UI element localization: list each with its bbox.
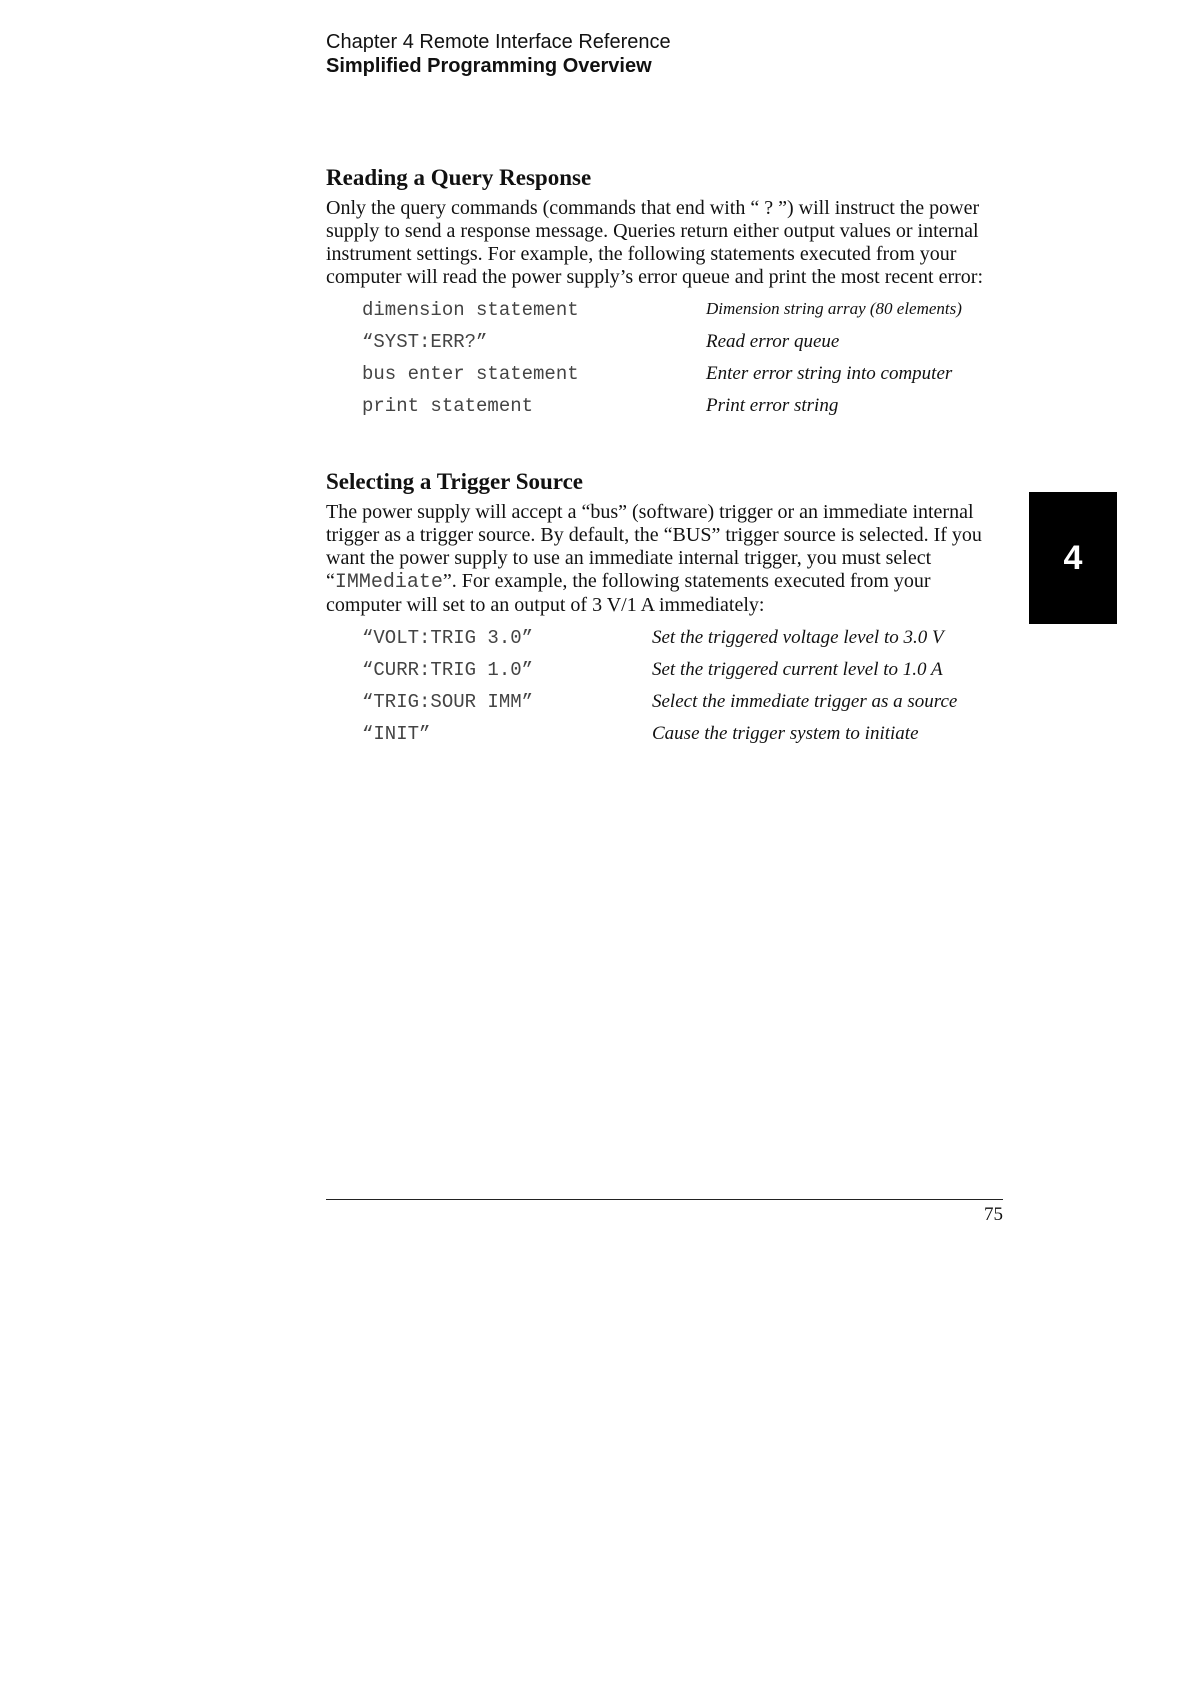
example-code: “SYST:ERR?” — [362, 331, 488, 353]
example-code: “CURR:TRIG 1.0” — [362, 659, 534, 681]
trigger-example-list — [326, 627, 1006, 755]
footer-rule — [326, 1199, 1003, 1200]
example-description: Print error string — [706, 395, 839, 416]
example-code: dimension statement — [362, 299, 579, 321]
example-description: Read error queue — [706, 331, 840, 352]
example-row — [326, 395, 1006, 427]
inline-code: IMMediate — [334, 571, 443, 594]
example-code: “VOLT:TRIG 3.0” — [362, 627, 534, 649]
example-description: Cause the trigger system to initiate — [652, 723, 919, 744]
example-row — [326, 627, 1006, 659]
chapter-tab: 4 — [1029, 492, 1117, 624]
example-description: Set the triggered current level to 1.0 A — [652, 659, 943, 680]
example-row — [326, 691, 1006, 723]
example-code: “INIT” — [362, 723, 431, 745]
example-code: “TRIG:SOUR IMM” — [362, 691, 534, 713]
trigger-source-paragraph: The power supply will accept a “bus” (software) trigger or an immediate internal trigger as a trigger source. By default, the “BUS” trigger source is selected. If you want the power supply to use an immediate internal trigger, you must select “IMMediate”. For example, the following statements executed from your computer will set to an output of 3 V/1 A immediately: — [326, 501, 982, 616]
running-header — [326, 30, 671, 78]
query-response-paragraph: Only the query commands (commands that end with “ ? ”) will instruct the power supply to send a response message. Queries return either output values or internal instrument settings. For example, the following statements executed from your computer will read the power supply’s error queue and print the most recent error: — [326, 197, 984, 288]
query-response-heading: Reading a Query Response — [326, 165, 592, 190]
section-title: Simplified Programming Overview — [326, 55, 652, 77]
example-code: print statement — [362, 395, 534, 417]
example-row — [326, 331, 1006, 363]
trigger-source-heading: Selecting a Trigger Source — [326, 469, 584, 494]
example-row — [326, 363, 1006, 395]
page-number: 75 — [984, 1204, 1003, 1225]
example-description: Set the triggered voltage level to 3.0 V — [652, 627, 944, 648]
example-description: Dimension string array (80 elements) — [706, 299, 962, 318]
example-row — [326, 299, 1006, 331]
trigger-source-section — [326, 467, 1006, 755]
example-description: Select the immediate trigger as a source — [652, 691, 958, 712]
example-row — [326, 659, 1006, 691]
query-response-section — [326, 163, 1006, 427]
example-row — [326, 723, 1006, 755]
example-code: bus enter statement — [362, 363, 579, 385]
chapter-title: Chapter 4 Remote Interface Reference — [326, 31, 671, 53]
query-example-list — [326, 299, 1006, 427]
example-description: Enter error string into computer — [706, 363, 953, 384]
